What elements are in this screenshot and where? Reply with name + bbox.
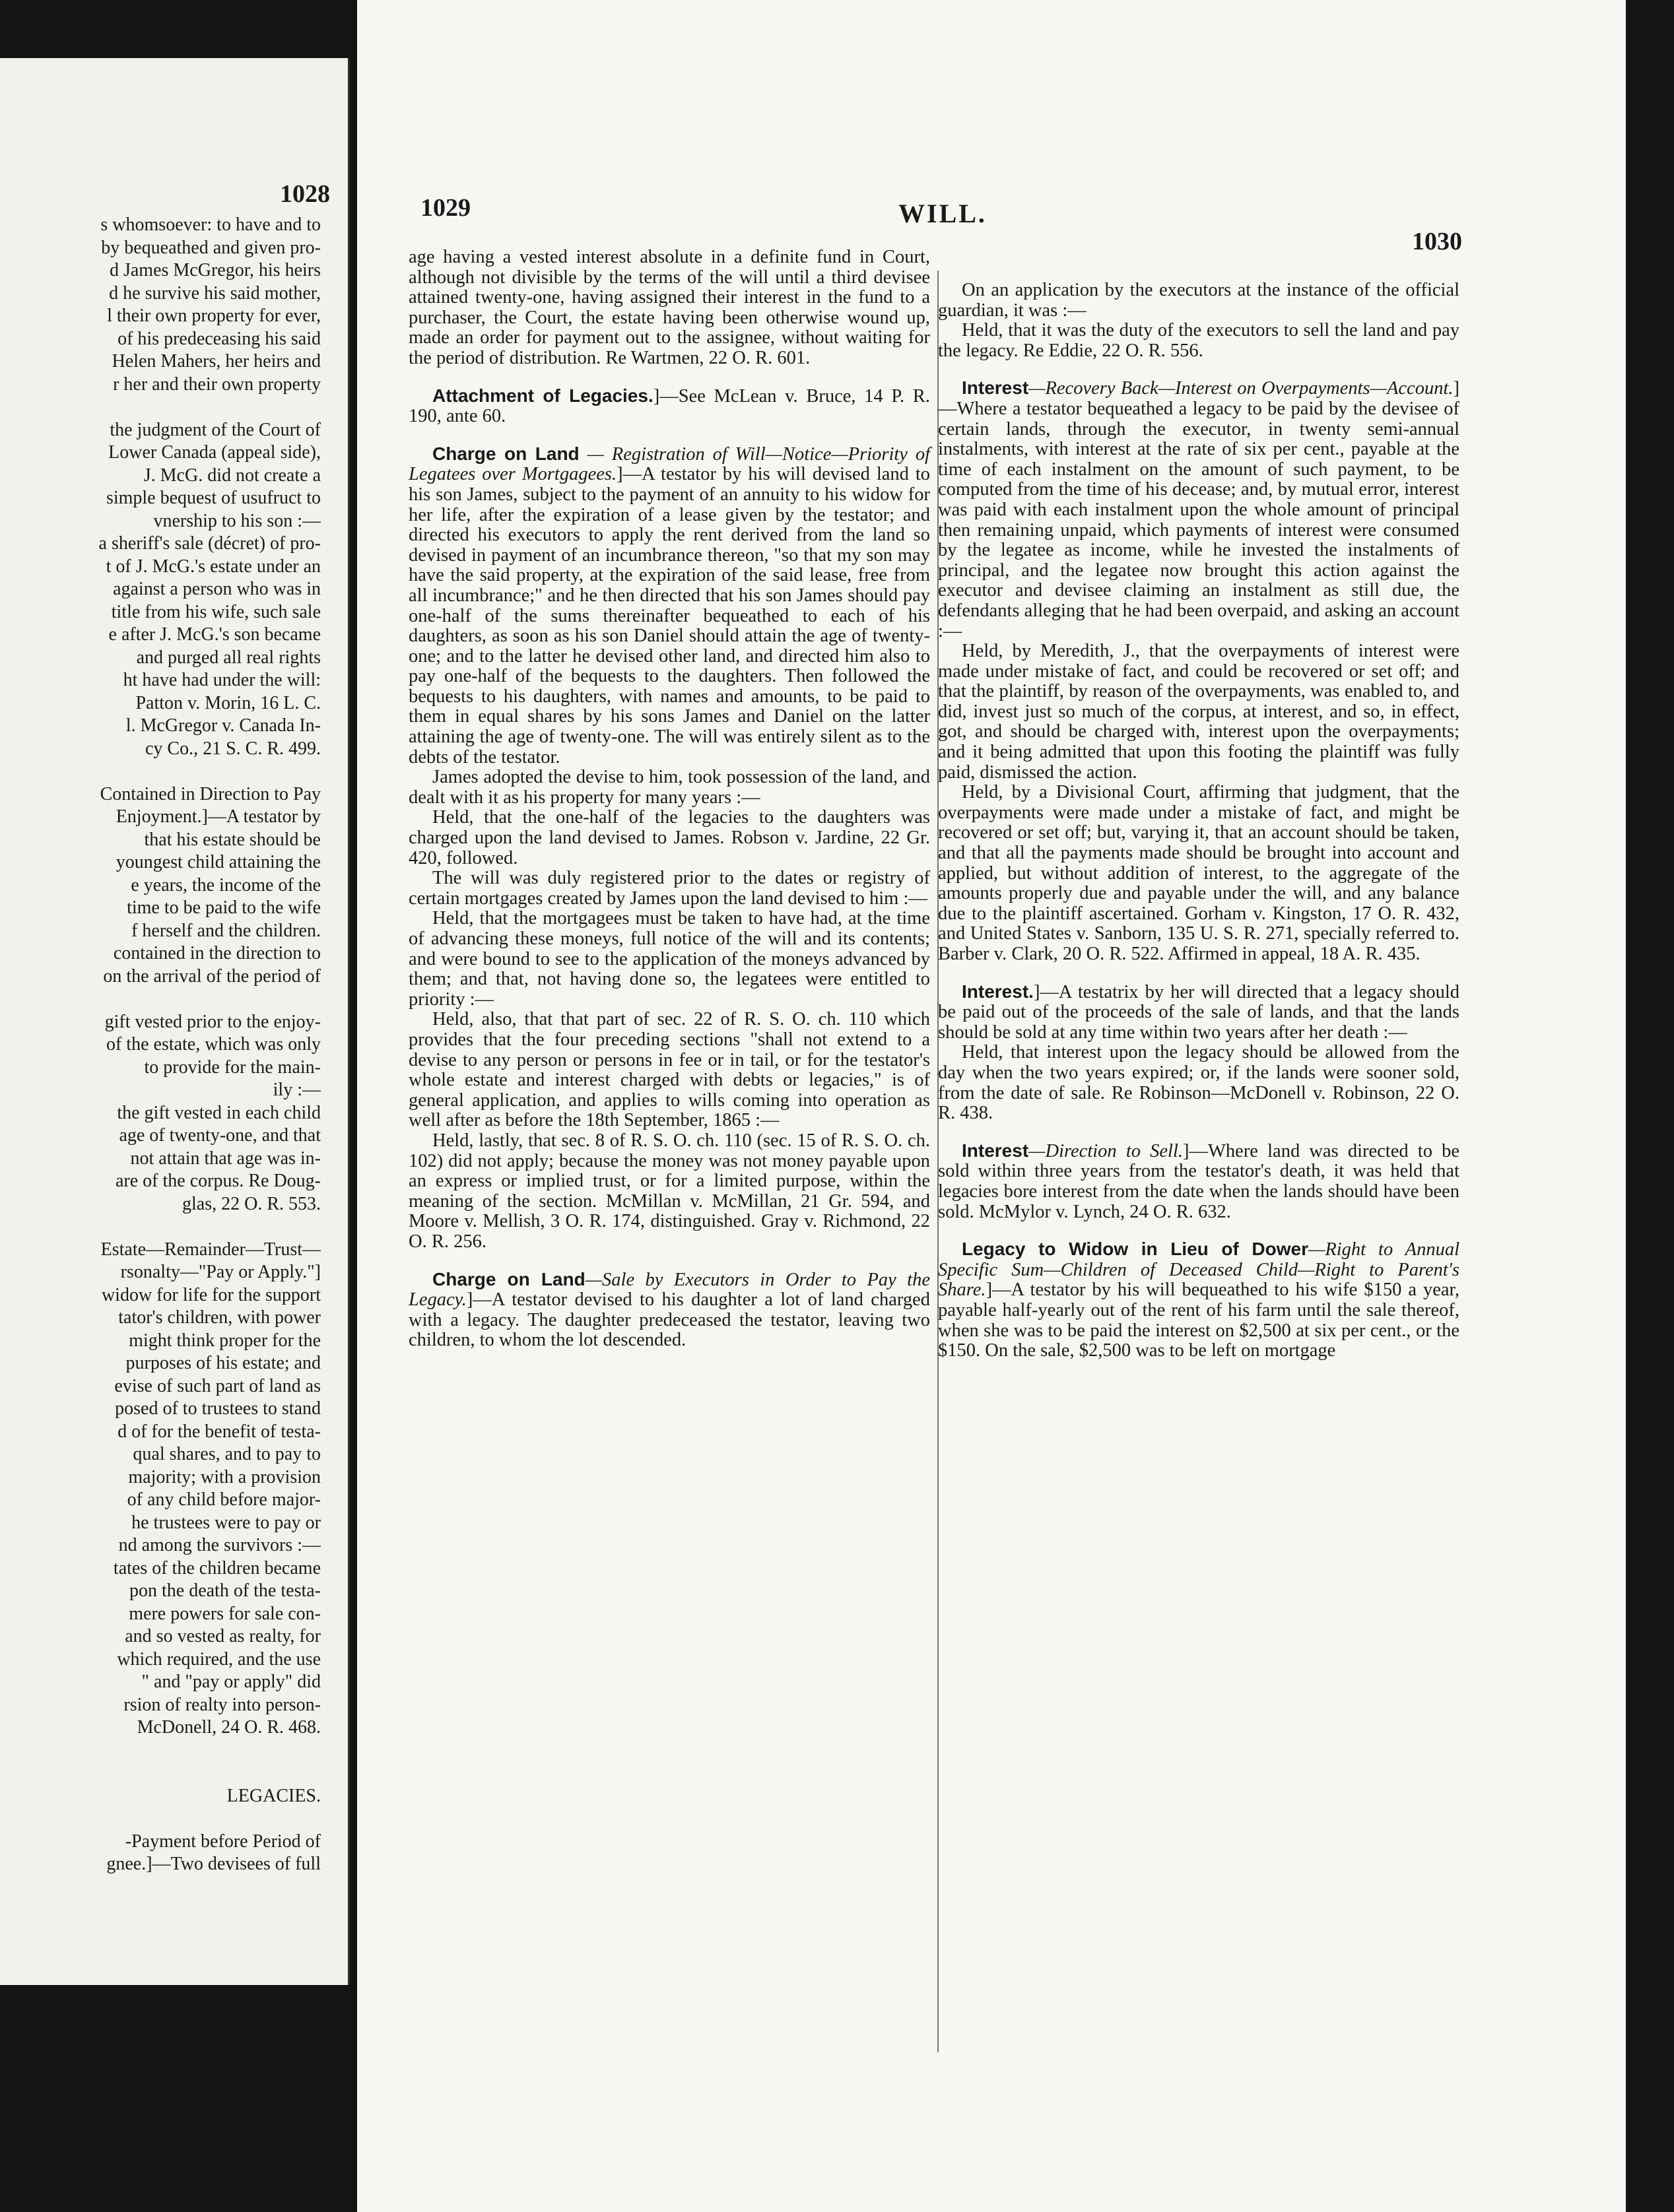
left-page-line: rsion of realty into person- bbox=[123, 1694, 321, 1715]
left-page-line: contained in the direction to bbox=[113, 943, 321, 963]
left-page-line: -Payment before Period of bbox=[125, 1831, 321, 1852]
paragraph: Held, by a Divisional Court, affirming that judgment, that the overpayments were made under a mistake of fact, and might be recovered or set off; but, varying it, that an account should be taken, and that all the payments made should be brought into account and applied, but without addition of interest, to the aggregate of the amounts properly due and payable under the will, and any balance due to the plaintiff ascertained. Gorham v. Kingston, 17 O. R. 432, and United States v. Sanborn, 135 U. S. R. 271, specially referred to. Barber v. Clark, 20 O. R. 522. Affirmed in appeal, 18 A. R. 435. bbox=[938, 782, 1459, 964]
paragraph: On an application by the executors at the instance of the official guardian, it was :— bbox=[938, 280, 1459, 321]
left-page-line: r her and their own property bbox=[113, 374, 321, 395]
left-page-line: the gift vested in each child bbox=[117, 1102, 321, 1123]
paragraph: Held, that the mortgagees must be taken to have had, at the time of advancing these moneys, full notice of the will and its contents; and were bound to see to the application of the moneys advanced by them; and that, not having done so, the legatees were entitled to priority :— bbox=[409, 908, 930, 1010]
left-page-text bbox=[0, 214, 321, 1876]
left-page-line: rsonalty—"Pay or Apply."] bbox=[120, 1262, 321, 1282]
left-page-line: ily :— bbox=[273, 1080, 321, 1100]
left-page-line: not attain that age was in- bbox=[130, 1148, 321, 1169]
left-page-line: of any child before major- bbox=[127, 1489, 321, 1510]
left-page-gap bbox=[0, 1762, 321, 1785]
entry-text: ]—See McLean v. Bruce, 14 P. R. 190, ante 60. bbox=[409, 385, 930, 427]
paragraph: Held, that interest upon the legacy should be allowed from the day when the two years expired; or, if the lands were sooner sold, from the date of sale. Re Robinson—McDonell v. Robinson, 22 O. R. 438. bbox=[938, 1042, 1459, 1124]
left-page-line: of the estate, which was only bbox=[106, 1034, 321, 1055]
entry-legacy-to-widow bbox=[938, 1239, 1459, 1361]
entry-heading: Legacy to Widow in Lieu of Dower bbox=[962, 1239, 1308, 1260]
column-1 bbox=[409, 247, 930, 1351]
left-page-gap bbox=[0, 396, 321, 419]
left-page-line: pon the death of the testa- bbox=[129, 1580, 321, 1601]
entry-heading: Charge on Land bbox=[432, 1268, 586, 1289]
paragraph: Held, that it was the duty of the executors to sell the land and pay the legacy. Re Eddie, 22 O. R. 556. bbox=[938, 320, 1459, 361]
left-page-line: glas, 22 O. R. 553. bbox=[182, 1193, 321, 1214]
left-page-line: youngest child attaining the bbox=[116, 852, 321, 872]
left-page-line: are of the corpus. Re Doug- bbox=[115, 1171, 321, 1191]
entry-text: ]—A testator by his will bequeathed to his wife $150 a year, payable half-yearly out of the rent of his farm until the sale thereof, when she was to be paid the interest on $2,500 at six per cent., or the $150. On the sale, $2,500 was to be left on mortgage bbox=[938, 1280, 1459, 1361]
entry-text: ]—A testator devised to his daughter a lot of land charged with a legacy. The daughter predeceased the testator, leaving two children, to whom the lot descended. bbox=[409, 1289, 930, 1351]
entry-interest bbox=[938, 982, 1459, 1043]
left-page-line: " and "pay or apply" did bbox=[141, 1672, 321, 1692]
left-page-line: vnership to his son :— bbox=[153, 510, 321, 531]
left-page-line: cy Co., 21 S. C. R. 499. bbox=[145, 738, 321, 759]
column-2 bbox=[938, 280, 1459, 1361]
paragraph: Held, also, that that part of sec. 22 of R. S. O. ch. 110 which provides that the four preceding sections "shall not extend to a devise to any person or persons in fee or in tail, or for the testator's whole estate and interest charged with debts or legacies," is of general application, and applies to wills coming into operation as well after as before the 18th September, 1865 :— bbox=[409, 1009, 930, 1131]
entry-charge-on-land-sale bbox=[409, 1270, 930, 1351]
entry-interest-recovery bbox=[938, 378, 1459, 641]
left-page-line: J. McG. did not create a bbox=[143, 465, 321, 486]
paragraph: Held, lastly, that sec. 8 of R. S. O. ch. 110 (sec. 15 of R. S. O. ch. 102) did not apply; because the money was not money payable upon an express or implied trust, or for a limited purpose, within the meaning of the section. McMillan v. McMillan, 21 Gr. 594, and Moore v. Mellish, 3 O. R. 174, distinguished. Gray v. Richmond, 22 O. R. 256. bbox=[409, 1130, 930, 1252]
left-page-line: f herself and the children. bbox=[131, 920, 321, 941]
page-number-right: 1030 bbox=[1412, 228, 1462, 255]
left-page-line: mere powers for sale con- bbox=[129, 1603, 321, 1624]
left-page-line: s whomsoever: to have and to bbox=[100, 214, 321, 235]
left-page-line: evise of such part of land as bbox=[114, 1375, 321, 1396]
left-page-line: Patton v. Morin, 16 L. C. bbox=[135, 692, 321, 713]
left-page-line: against a person who was in bbox=[113, 579, 321, 599]
left-page-line: Estate—Remainder—Trust— bbox=[100, 1239, 321, 1260]
left-page-gap bbox=[0, 760, 321, 783]
left-page-line: qual shares, and to pay to bbox=[133, 1444, 321, 1464]
entry-text: ]—Where land was directed to be sold within three years from the testator's death, it was held that legacies bore interest from the date when the lands should have been sold. McMylor v. Lynch, 24 O. R. 632. bbox=[938, 1140, 1459, 1222]
page-number-left: 1029 bbox=[420, 194, 471, 222]
left-page-line: a sheriff's sale (décret) of pro- bbox=[98, 533, 321, 554]
left-page-number: 1028 bbox=[280, 180, 330, 208]
entry-heading: Charge on Land bbox=[432, 443, 580, 464]
paragraph: The will was duly registered prior to the dates or registry of certain mortgages created by James upon the land devised to him :— bbox=[409, 868, 930, 909]
left-page-line: on the arrival of the period of bbox=[103, 965, 321, 987]
left-page-line: l. McGregor v. Canada In- bbox=[125, 715, 321, 736]
left-page-line: Helen Mahers, her heirs and bbox=[112, 351, 321, 372]
paragraph: Held, by Meredith, J., that the overpayments of interest were made under mistake of fact, and could be recovered or set off; and that the plaintiff, by reason of the overpayments, was enabled to, and did, invest just so much of the corpus, at interest, and so, in effect, got, and should be charged with, interest upon the overpayments; and it being admitted that upon this footing the plaintiff was fully paid, dismissed the action. bbox=[938, 641, 1459, 783]
left-page-line: to provide for the main- bbox=[144, 1057, 321, 1078]
left-page-gap bbox=[0, 1216, 321, 1239]
paragraph: Held, that the one-half of the legacies to the daughters was charged upon the land devised to James. Robson v. Jardine, 22 Gr. 420, followed. bbox=[409, 807, 930, 868]
entry-subheading: — Registration of Will—Notice—Priority of Legatees over Mortgagees. bbox=[409, 443, 930, 485]
running-title: WILL. bbox=[898, 199, 987, 228]
entry-subheading: —Right to Annual Specific Sum—Children of Deceased Child—Right to Parent's Share. bbox=[938, 1239, 1459, 1301]
left-page-line: d of for the benefit of testa- bbox=[117, 1421, 321, 1442]
entry-heading: Interest bbox=[962, 377, 1029, 399]
left-page-line: and purged all real rights bbox=[136, 647, 321, 668]
left-page-line: gift vested prior to the enjoy- bbox=[104, 1011, 321, 1032]
left-page-line: majority; with a provision bbox=[128, 1466, 321, 1487]
left-page-line: tator's children, with power bbox=[118, 1307, 321, 1328]
left-page-line: which required, and the use bbox=[117, 1648, 321, 1670]
left-page-line: tates of the children became bbox=[113, 1557, 321, 1578]
left-page-line: might think proper for the bbox=[129, 1330, 321, 1351]
left-page-line: that his estate should be bbox=[144, 829, 321, 850]
entry-attachment bbox=[409, 386, 930, 427]
left-page-line: ht have had under the will: bbox=[123, 670, 321, 690]
left-page-line: of his predeceasing his said bbox=[117, 328, 321, 349]
left-page-line: gnee.]—Two devisees of full bbox=[106, 1854, 321, 1874]
entry-subheading: —Direction to Sell. bbox=[1028, 1140, 1184, 1161]
entry-subheading: —Sale by Executors in Order to Pay the Legacy. bbox=[409, 1269, 930, 1311]
left-page-line: LEGACIES. bbox=[226, 1785, 321, 1806]
entry-text: ]—A testator by his will devised land to his son James, subject to the payment of an annuity to his widow for her life, after the expiration of a lease given by the testator; and directed his executors to apply the rent derived from the land so devised in payment of an incumbrance thereon, "so that my son may have the said property, at the expiration of the said lease, free from all incumbrance;" and he then directed that his son James should pay one-half of the sums thereinafter bequeathed to each of his daughters, as soon as his son Daniel should attain the age of twenty-one; and to the latter he devised other land, and directed him also to pay one-half of the bequests to the daughters. Then followed the bequests to his daughters, with names and amounts, to be paid to them in equal shares by his sons James and Daniel on the latter attaining the age of twenty-one. The will was entirely silent as to the debts of the testator. bbox=[409, 464, 930, 767]
entry-interest-direction bbox=[938, 1141, 1459, 1222]
left-page-line: posed of to trustees to stand bbox=[115, 1398, 321, 1419]
left-page-line: he trustees were to pay or bbox=[131, 1512, 321, 1533]
entry-text: ]—A testatrix by her will directed that a legacy should be paid out of the proceeds of the sale of lands, and that the lands should be sold at any time within two years after her death :— bbox=[938, 981, 1459, 1043]
left-page-line: t of J. McG.'s estate under an bbox=[106, 556, 321, 577]
left-page-line: by bequeathed and given pro- bbox=[101, 237, 321, 258]
entry-charge-on-land bbox=[409, 444, 930, 768]
left-page-line: McDonell, 24 O. R. 468. bbox=[137, 1717, 321, 1738]
left-page-line: age of twenty-one, and that bbox=[119, 1125, 321, 1146]
left-page-line: purposes of his estate; and bbox=[125, 1353, 321, 1373]
left-page-line: time to be paid to the wife bbox=[127, 897, 321, 918]
left-page-line: d he survive his said mother, bbox=[109, 282, 321, 304]
left-page-line: title from his wife, such sale bbox=[111, 601, 321, 622]
left-page-gap bbox=[0, 1807, 321, 1831]
left-page-line: and so vested as realty, for bbox=[125, 1626, 321, 1646]
left-page-gap bbox=[0, 1740, 321, 1763]
left-facing-page bbox=[0, 58, 350, 1985]
left-page-line: Contained in Direction to Pay bbox=[100, 783, 321, 804]
entry-heading: Attachment of Legacies. bbox=[432, 385, 653, 406]
left-page-gap bbox=[0, 988, 321, 1011]
entry-heading: Interest bbox=[962, 1140, 1029, 1161]
left-page-line: Enjoyment.]—A testator by bbox=[116, 806, 321, 827]
left-page-line: l their own property for ever, bbox=[107, 306, 321, 326]
left-page-line: widow for life for the support bbox=[101, 1284, 321, 1305]
left-page-line: d James McGregor, his heirs bbox=[109, 260, 321, 280]
left-page-line: the judgment of the Court of bbox=[110, 419, 321, 440]
entry-subheading: —Recovery Back—Interest on Overpayments—Account. bbox=[1028, 378, 1454, 399]
left-page-line: nd among the survivors :— bbox=[118, 1535, 321, 1555]
paragraph: James adopted the devise to him, took possession of the land, and dealt with it as his property for many years :— bbox=[409, 767, 930, 808]
left-page-line: e after J. McG.'s son became bbox=[108, 624, 321, 645]
paragraph: age having a vested interest absolute in a definite fund in Court, although not divisible by the terms of the will until a third devisee attained twenty-one, having assigned their interest in the fund to a purchaser, the Court, the estate having been otherwise wound up, made an order for payment out to the assignee, without waiting for the period of distribution. Re Wartmen, 22 O. R. 601. bbox=[409, 247, 930, 368]
left-page-line: Lower Canada (appeal side), bbox=[108, 442, 321, 463]
entry-heading: Interest. bbox=[962, 981, 1034, 1002]
main-page bbox=[357, 0, 1626, 2212]
left-page-line: e years, the income of the bbox=[131, 874, 321, 895]
left-page-line: simple bequest of usufruct to bbox=[106, 488, 321, 508]
entry-text: ]—Where a testator bequeathed a legacy to be paid by the devisee of certain lands, through the executor, in twenty semi-annual instalments, with interest at the rate of six per cent., payable at the time of each instalment on the amount of such payment, to be computed from the time of his decease; and, by mutual error, interest was paid with each instalment upon the whole amount of principal then remaining unpaid, which payments of interest were consumed by the legatee as income, while he invested the instalments of principal, and the legatee now brought this action against the executor and devisee claiming an instalment as still due, the defendants alleging that he had been overpaid, and asking an account :— bbox=[938, 378, 1459, 641]
